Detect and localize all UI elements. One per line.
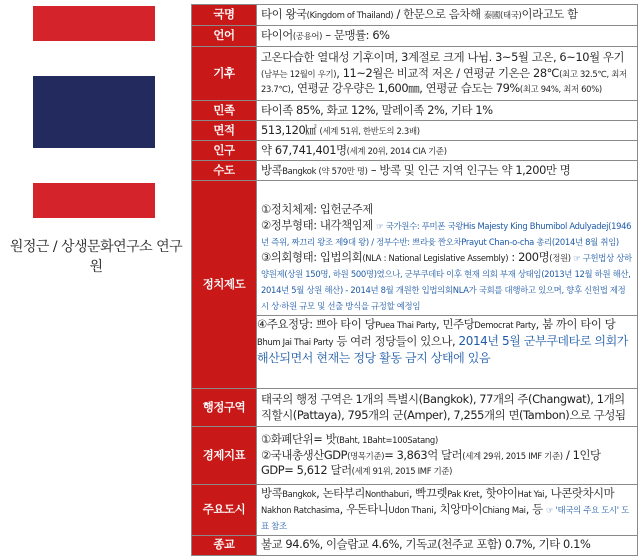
row-value: 방콕Bangkok (약 570만 명) – 방콕 및 인근 지역 인구는 약 1,200만 명 <box>257 161 638 181</box>
row-value: 방콕Bangkok, 논타부리Nonthaburi, 빡끄렛Pak Kret, 핫야이Hat Yai, 나콘랏차시마Nakhon Ratchasima, 우돈타니Udon Thani, 치앙마이Chiang Mai, 등 ☞ '태국의 주요 도시' 도표 참조 <box>257 485 638 536</box>
row-value: 타이어(공용어) – 문맹률: 6% <box>257 26 638 47</box>
politics-item-system: ①정치체제: 입헌군주제 <box>261 202 373 217</box>
row-value: 고온다습한 열대성 기후이며, 3계절로 크게 나뉨. 3~5월 고온, 6~10월 우기(남부는 12월이 우기), 11~2월은 비교적 저온 / 연평균 기온은 28℃(최고 32.5℃, 최저 23.7℃), 연평균 강우량은 1,600㎜, 연평균 습도는 79%(최고 94%, 최저 60%) <box>257 47 638 101</box>
row-label: 민족 <box>192 101 257 121</box>
politics-item-government: ②정부형태: 내각책임제 ☞ 국가원수: 푸미폰 국왕His Majesty King Bhumibol Adulyadej(1946년 즉위, 짜끄리 왕조 제9대 왕) / 정부수반: 쁘라윳 짠오차Prayut Chan-o-cha 총리(2014년 8월 취임) <box>261 218 632 248</box>
economy-gdp: ②국내총생산GDP(명목기준)= 3,863억 달러(세계 29위, 2015 IMF 기준) / 1인당GDP= 5,612 달러(세계 91위, 2015 IMF 기준) <box>261 447 601 478</box>
row-label: 행정구역 <box>192 389 257 427</box>
row-label: 인구 <box>192 141 257 161</box>
row-label: 면적 <box>192 121 257 141</box>
row-value <box>257 181 638 389</box>
politics-item-parties: ④주요정당: 쁘아 타이 당Puea Thai Party, 민주당Democrat Party, 붐 까이 타이 당Bhum Jai Thai Party 등 여러 정당들이 있으나, 2014년 5월 군부쿠데타로 의회가 해산되면서 현재는 정당 활동 금지 상태에 있음 <box>257 315 637 367</box>
row-label: 기후 <box>192 47 257 101</box>
row-admin <box>192 389 638 427</box>
flag-stripe <box>33 6 155 41</box>
row-cities <box>192 485 638 536</box>
row-politics <box>192 181 638 389</box>
row-capital <box>192 161 638 181</box>
economy-currency: ①화폐단위= 밧(Baht, 1Baht=100Satang) <box>261 431 438 446</box>
politics-item-parliament: ③의회형태: 입법의회(NLA : National Legislative Assembly) : 200명(정원) ☞ 구헌법상 상하 양원제(상원 150명, 하원 500명)였으나, 군부쿠데타 이후 현재 의회 부재 상태임(2013년 12월 하원 해산, 2014년 5월 상원 해산) - 2014년 8월 개원한 입법의회NLA가 국회를 대행하고 있으며, 향후 신헌법 제정시 상·하원 규모 및 선출 방식을 규정할 예정임 <box>261 250 632 311</box>
row-value: 타이 왕국(Kingdom of Thailand) / 한문으로 음차해 泰國(태국)이라고도 함 <box>257 5 638 26</box>
country-info-table <box>191 4 638 556</box>
row-label: 국명 <box>192 5 257 26</box>
row-label: 정치제도 <box>192 181 257 389</box>
row-label: 언어 <box>192 26 257 47</box>
row-label: 수도 <box>192 161 257 181</box>
row-ethnicity <box>192 101 638 121</box>
row-value <box>257 427 638 485</box>
row-climate <box>192 47 638 101</box>
flag-stripe <box>33 148 155 183</box>
row-value: 약 67,741,401명(세계 20위, 2014 CIA 기준) <box>257 141 638 161</box>
row-economy <box>192 427 638 485</box>
row-language <box>192 26 638 47</box>
author-caption: 원정근 / 상생문화연구소 연구원 <box>9 239 183 275</box>
row-value: 513,120㎢ (세계 51위, 한반도의 2.3배) <box>257 121 638 141</box>
thailand-flag <box>33 6 155 218</box>
row-label: 주요도시 <box>192 485 257 536</box>
row-population <box>192 141 638 161</box>
flag-stripe <box>33 76 155 148</box>
row-religion <box>192 535 638 555</box>
row-value: 태국의 행정 구역은 1개의 특별시(Bangkok), 77개의 주(Changwat), 1개의 직할시(Pattaya), 795개의 군(Amper), 7,255개의 면(Tambon)으로 구성됨 <box>257 389 638 427</box>
flag-stripe <box>33 41 155 76</box>
row-value: 불교 94.6%, 이슬람교 4.6%, 기독교(천주교 포함) 0.7%, 기타 0.1% <box>257 535 638 555</box>
flag-stripe <box>33 183 155 218</box>
row-area <box>192 121 638 141</box>
row-label: 종교 <box>192 535 257 555</box>
row-country <box>192 5 638 26</box>
row-value: 타이족 85%, 화교 12%, 말레이족 2%, 기타 1% <box>257 101 638 121</box>
row-label: 경제지표 <box>192 427 257 485</box>
